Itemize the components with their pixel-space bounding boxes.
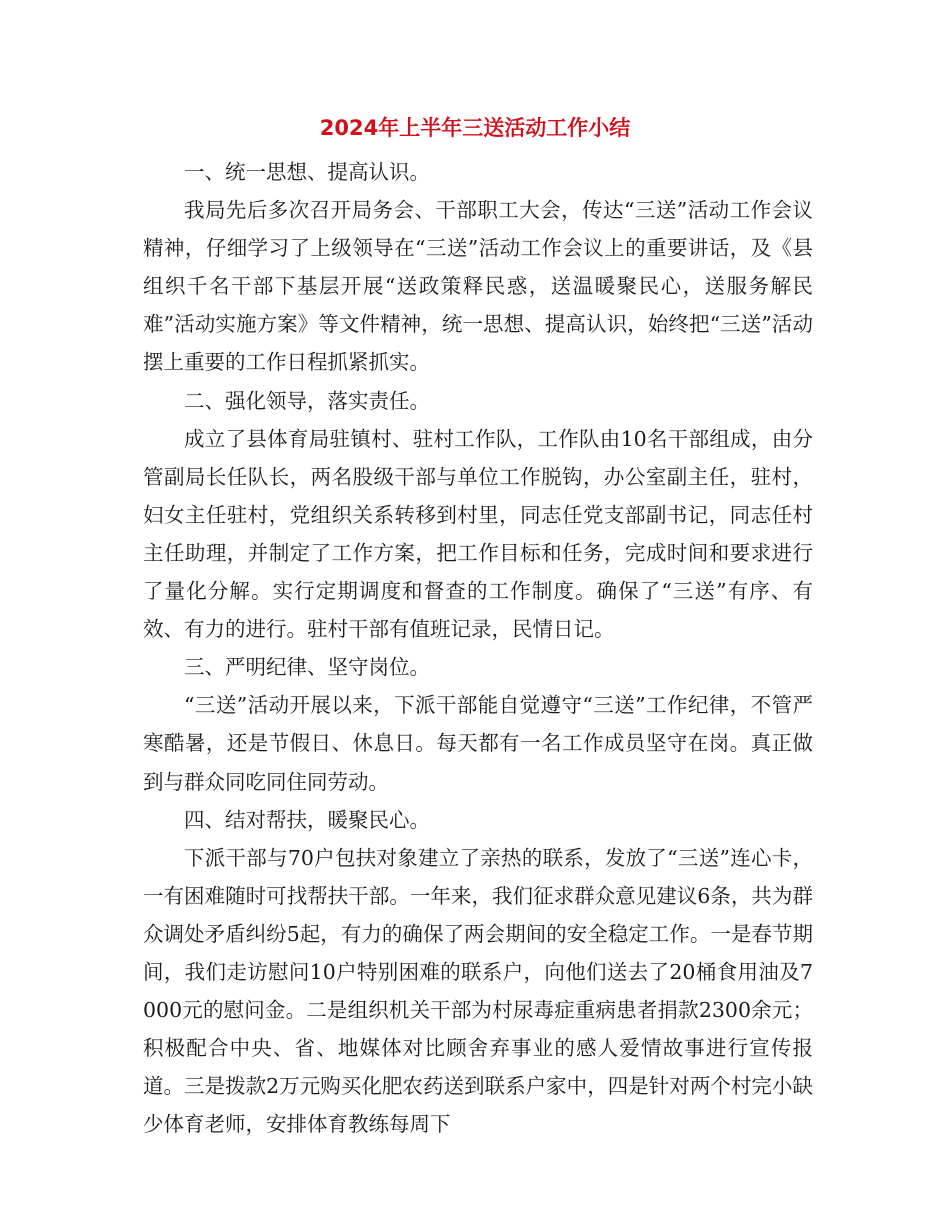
- section-heading-1: 一、统一思想、提高认识。: [184, 160, 430, 184]
- body-paragraph-4: 下派干部与70户包扶对象建立了亲热的联系，发放了“三送”连心卡，一有困难随时可找帮扶干部。一年来，我们征求群众意见建议6条，共为群众调处矛盾纠纷5起，有力的确保了两会期间的安全稳定工作。一是春节期间，我们走访慰问10户特别困难的联系户，向他们送去了20桶食用油及7000元的慰问金。二是组织机关干部为村尿毒症重病患者捐款2300余元；积极配合中央、省、地媒体对比顾舍弃事业的感人爱情故事进行宣传报道。三是拨款2万元购买化肥农药送到联系户家中，四是针对两个村完小缺少体育老师，安排体育教练每周下: [143, 845, 813, 1137]
- body-paragraph-2: 成立了县体育局驻镇村、驻村工作队，工作队由10名干部组成，由分管副局长任队长，两名股级干部与单位工作脱钩，办公室副主任，驻村，妇女主任驻村，党组织关系转移到村里，同志任党支部副书记，同志任村主任助理，并制定了工作方案，把工作目标和任务，完成时间和要求进行了量化分解。实行定期调度和督查的工作制度。确保了“三送”有序、有效、有力的进行。驻村干部有值班记录，民情日记。: [143, 426, 813, 642]
- document-title: 2024年上半年三送活动工作小结: [319, 116, 631, 140]
- body-paragraph-1: 我局先后多次召开局务会、干部职工大会，传达“三送”活动工作会议精神，仔细学习了上级领导在“三送”活动工作会议上的重要讲话，及《县组织千名干部下基层开展“送政策释民惑，送温暖聚民心，送服务解民难”活动实施方案》等文件精神，统一思想、提高认识，始终把“三送”活动摆上重要的工作日程抓紧抓实。: [143, 198, 813, 375]
- section-heading-2: 二、强化领导，落实责任。: [184, 388, 430, 413]
- section-heading-4: 四、结对帮扶，暖聚民心。: [184, 807, 430, 832]
- body-paragraph-3: “三送”活动开展以来，下派干部能自觉遵守“三送”工作纪律，不管严寒酷暑，还是节假日、休息日。每天都有一名工作成员坚守在岗。真正做到与群众同吃同住同劳动。: [143, 693, 813, 794]
- document-body: [143, 153, 813, 1143]
- section-heading-3: 三、严明纪律、坚守岗位。: [184, 655, 430, 680]
